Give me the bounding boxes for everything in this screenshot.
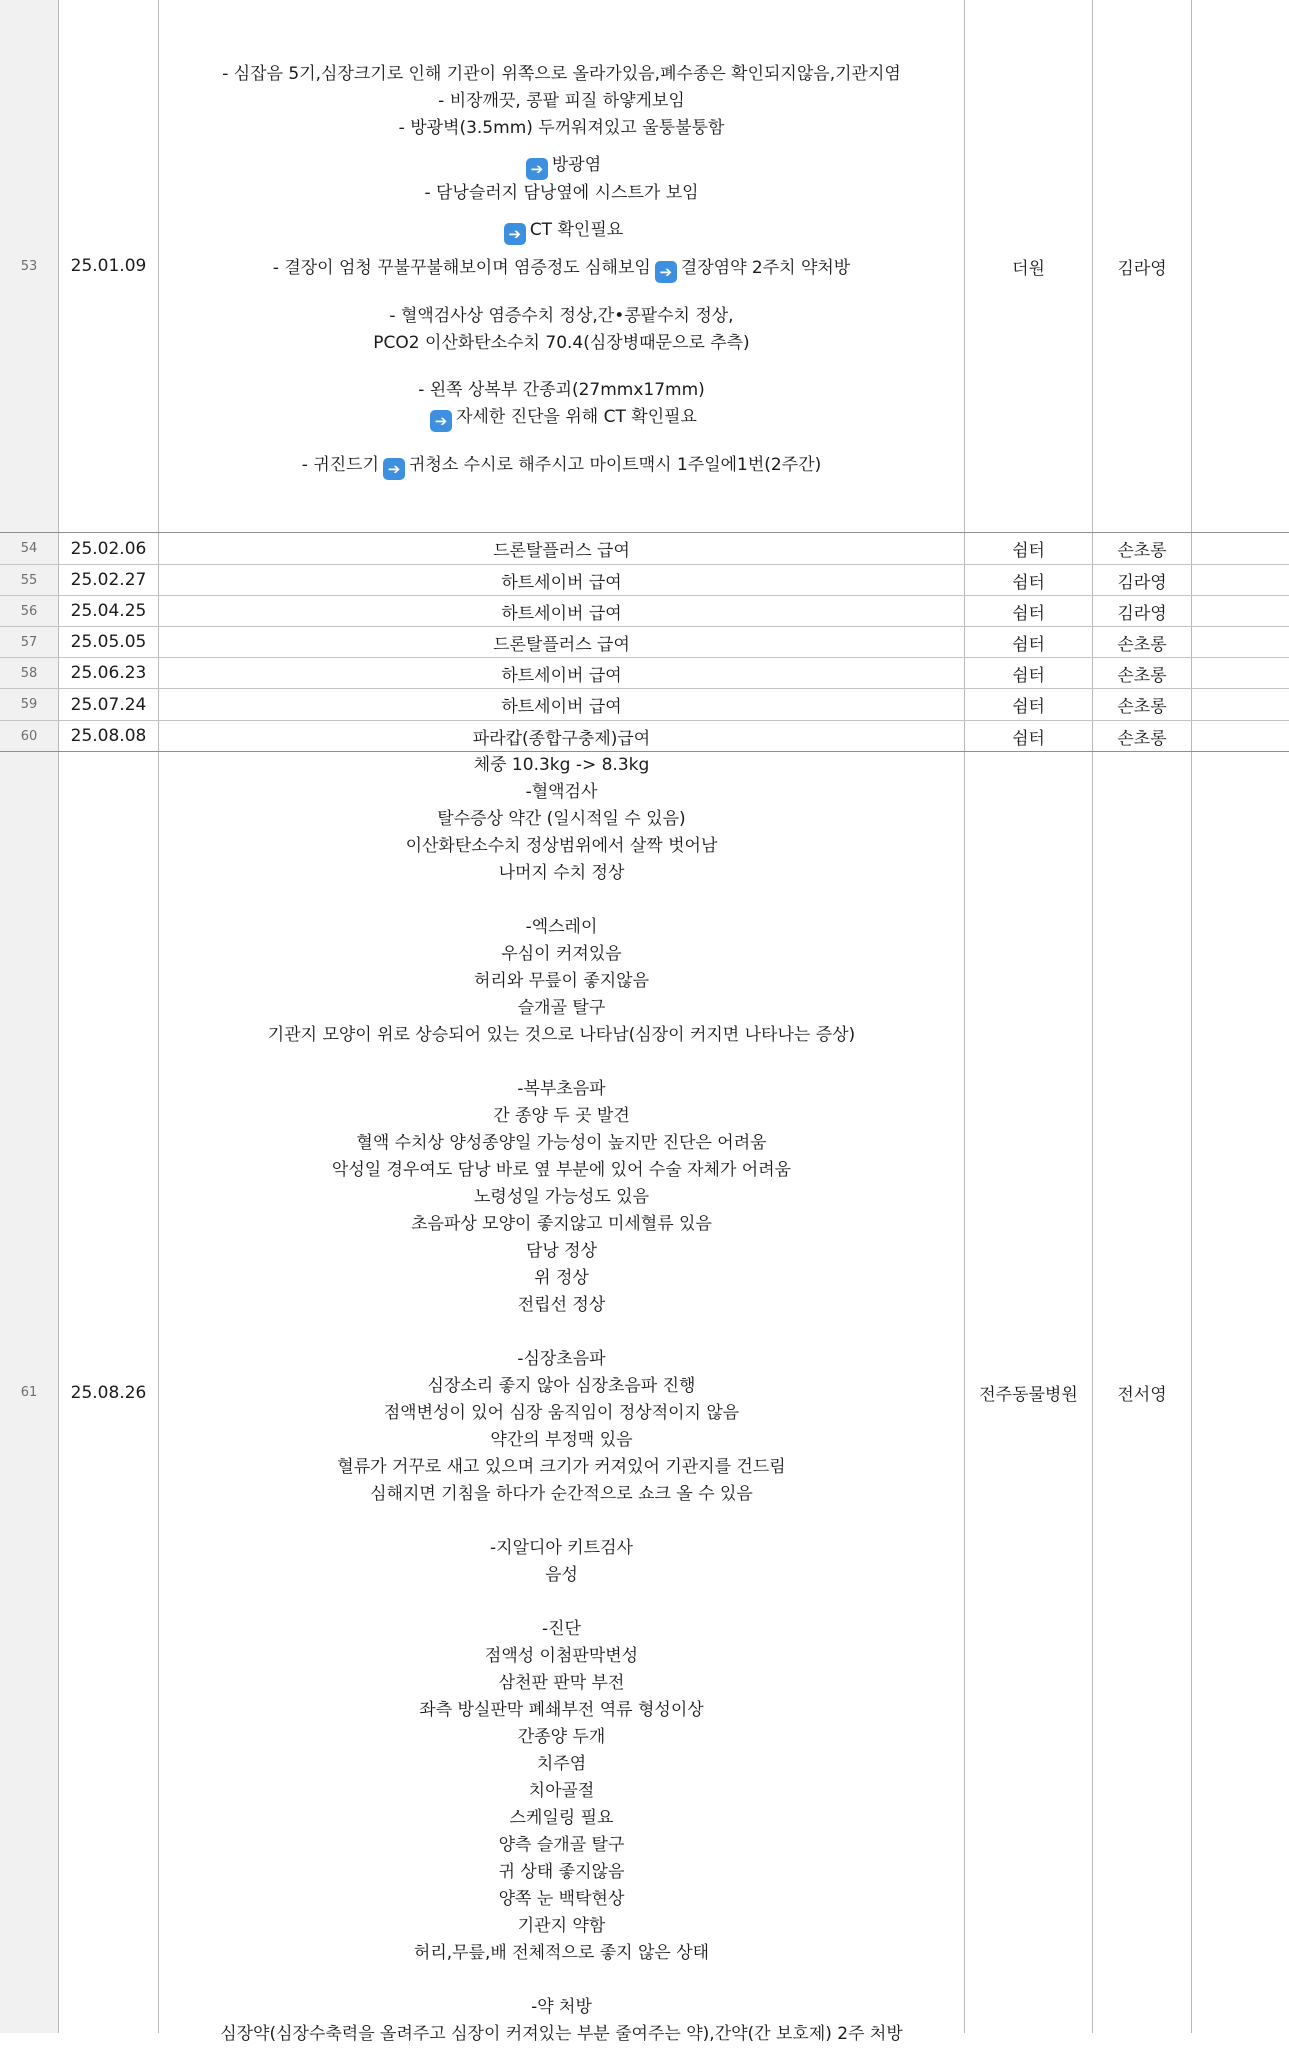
date-cell[interactable]: 25.08.26 — [70, 1382, 147, 1403]
content-line: 약간의 부정맥 있음 — [490, 1430, 633, 1450]
table-row[interactable] — [0, 0, 1289, 532]
content-line: 양측 슬개골 탈구 — [498, 1835, 625, 1855]
date-cell[interactable]: 25.01.09 — [70, 256, 147, 276]
content-line: 초음파상 모양이 좋지않고 미세혈류 있음 — [411, 1214, 712, 1234]
row-number[interactable]: 56 — [20, 603, 38, 619]
content-line: 전립선 정상 — [517, 1295, 606, 1315]
content-line: 점액변성이 있어 심장 움직임이 정상적이지 않음 — [383, 1403, 740, 1423]
content-cell[interactable]: 하트세이버 급여 — [501, 665, 622, 686]
content-line: 탈수증상 약간 (일시적일 수 있음) — [437, 809, 686, 829]
content-cell[interactable] — [159, 752, 964, 2044]
date-cell[interactable]: 25.08.08 — [70, 726, 147, 746]
table-row[interactable] — [0, 752, 1289, 2044]
date-cell[interactable]: 25.02.06 — [70, 538, 147, 559]
hospital-cell[interactable]: 전주동물병원 — [979, 1385, 1078, 1405]
table-row[interactable] — [0, 689, 1289, 720]
content-line: PCO2 이산화탄소수치 70.4(심장병때문으로 추측) — [373, 332, 750, 353]
content-line: -복부초음파 — [517, 1079, 606, 1099]
table-row[interactable] — [0, 627, 1289, 657]
content-line: - 왼쪽 상복부 간종괴(27mmx17mm) — [418, 379, 705, 400]
content-line: -지알디아 키트검사 — [490, 1538, 633, 1558]
staff-cell[interactable]: 김라영 — [1117, 572, 1167, 593]
content-line: - 혈액검사상 염증수치 정상,간•콩팥수치 정상, — [389, 305, 734, 326]
row-number[interactable]: 58 — [20, 665, 38, 681]
table-row[interactable] — [0, 533, 1289, 564]
content-line: 기관지 약함 — [517, 1916, 606, 1936]
content-line: 기관지 모양이 위로 상승되어 있는 것으로 나타남(심장이 커지면 나타나는 증상) — [267, 1025, 856, 1045]
content-line: -심장초음파 — [517, 1349, 606, 1369]
date-cell[interactable]: 25.06.23 — [70, 663, 147, 683]
row-number[interactable]: 60 — [20, 728, 38, 744]
content-line: 체중 10.3kg -> 8.3kg — [473, 755, 650, 775]
staff-cell[interactable]: 손초롱 — [1117, 728, 1167, 749]
content-line: 슬개골 탈구 — [517, 998, 606, 1018]
hospital-cell[interactable]: 쉼터 — [1012, 603, 1045, 624]
staff-cell[interactable]: 손초롱 — [1117, 665, 1167, 686]
hospital-cell[interactable]: 쉼터 — [1012, 697, 1045, 717]
content-cell[interactable]: 하트세이버 급여 — [501, 603, 622, 624]
content-line: 치주염 — [536, 1754, 587, 1774]
content-line: CT 확인필요 — [529, 219, 624, 240]
content-line: 위 정상 — [534, 1268, 589, 1288]
content-line: 심장약(심장수축력을 올려주고 심장이 커져있는 부분 줄여주는 약),간약(간 보호제) 2주 처방 — [220, 2024, 903, 2044]
content-line: - 비장깨끗, 콩팥 피질 하얗게보임 — [438, 90, 685, 111]
hospital-cell[interactable]: 쉼터 — [1012, 728, 1045, 749]
staff-cell[interactable]: 전서영 — [1117, 1385, 1167, 1405]
content-line: -진단 — [542, 1619, 581, 1639]
content-line: 자세한 진단을 위해 CT 확인필요 — [456, 406, 697, 427]
content-line: 점액성 이첨판막변성 — [484, 1646, 639, 1666]
date-cell[interactable]: 25.04.25 — [70, 601, 147, 621]
content-line: 혈류가 거꾸로 새고 있으며 크기가 커져있어 기관지를 건드림 — [337, 1457, 786, 1477]
content-line: 혈액 수치상 양성종양일 가능성이 높지만 진단은 어려움 — [356, 1133, 767, 1153]
row-number[interactable]: 57 — [20, 634, 38, 650]
content-line: -혈액검사 — [525, 782, 598, 802]
content-line: 결장염약 2주치 약처방 — [680, 257, 851, 278]
date-cell[interactable]: 25.07.24 — [70, 694, 147, 715]
right-arrow-icon: ➔ — [655, 261, 677, 283]
content-line: 귀청소 수시로 해주시고 마이트맥시 1주일에1번(2주간) — [409, 454, 822, 475]
row-number[interactable]: 61 — [20, 1385, 38, 1400]
content-line: 나머지 수치 정상 — [498, 863, 625, 883]
content-line: 치아골절 — [528, 1781, 595, 1801]
right-arrow-icon: ➔ — [383, 458, 405, 480]
content-line: 허리와 무릎이 좋지않음 — [473, 971, 649, 991]
content-line: 스케일링 필요 — [509, 1808, 614, 1828]
hospital-cell[interactable]: 쉼터 — [1012, 665, 1045, 686]
content-line: 심장소리 좋지 않아 심장초음파 진행 — [427, 1376, 696, 1396]
table-row[interactable] — [0, 596, 1289, 626]
content-line: 노령성일 가능성도 있음 — [473, 1187, 649, 1207]
content-cell[interactable]: 드론탈플러스 급여 — [493, 634, 630, 655]
content-cell[interactable] — [159, 0, 964, 532]
staff-cell[interactable]: 손초롱 — [1117, 541, 1167, 561]
content-line: 허리,무릎,배 전체적으로 좋지 않은 상태 — [413, 1943, 710, 1963]
content-line: - 심잡음 5기,심장크기로 인해 기관이 위쪽으로 올라가있음,폐수종은 확인되지않음,기관지염 — [222, 63, 901, 84]
content-line: 이산화탄소수치 정상범위에서 살짝 벗어남 — [405, 836, 718, 856]
hospital-cell[interactable]: 쉼터 — [1012, 634, 1045, 655]
staff-cell[interactable]: 김라영 — [1117, 603, 1167, 624]
row-number[interactable]: 53 — [20, 258, 38, 274]
staff-cell[interactable]: 손초롱 — [1117, 697, 1167, 717]
content-cell[interactable]: 드론탈플러스 급여 — [493, 541, 630, 561]
row-number[interactable]: 55 — [20, 572, 38, 588]
right-arrow-icon: ➔ — [526, 158, 548, 180]
content-line: 심해지면 기침을 하다가 순간적으로 쇼크 올 수 있음 — [370, 1484, 753, 1504]
staff-cell[interactable]: 김라영 — [1117, 258, 1167, 279]
content-line: 좌측 방실판막 폐쇄부전 역류 형성이상 — [419, 1700, 704, 1720]
right-arrow-icon: ➔ — [430, 410, 452, 432]
content-line: - 귀진드기 — [301, 454, 380, 475]
content-line: - 방광벽(3.5mm) 두꺼워져있고 울퉁불퉁함 — [398, 117, 725, 138]
content-line: 간종양 두개 — [517, 1727, 606, 1747]
content-line: 악성일 경우여도 담낭 바로 옆 부분에 있어 수술 자체가 어려움 — [331, 1160, 792, 1180]
date-cell[interactable]: 25.02.27 — [70, 570, 147, 590]
row-number[interactable]: 59 — [20, 697, 38, 712]
staff-cell[interactable]: 손초롱 — [1117, 634, 1167, 655]
content-cell[interactable]: 하트세이버 급여 — [501, 697, 622, 717]
date-cell[interactable]: 25.05.05 — [70, 632, 147, 652]
content-line: -약 처방 — [531, 1997, 592, 2017]
content-line: - 결장이 엄청 꾸불꾸불해보이며 염증정도 심해보임 — [272, 257, 651, 278]
content-line: 우심이 커져있음 — [501, 944, 622, 964]
content-line: 삼천판 판막 부전 — [498, 1673, 625, 1693]
content-line: 음성 — [545, 1565, 578, 1585]
table-row[interactable] — [0, 721, 1289, 751]
content-line: -엑스레이 — [525, 917, 598, 937]
content-cell[interactable]: 하트세이버 급여 — [501, 572, 622, 593]
table-row[interactable] — [0, 565, 1289, 595]
hospital-cell[interactable]: 쉼터 — [1012, 541, 1045, 561]
right-arrow-icon: ➔ — [504, 223, 526, 245]
content-line: 귀 상태 좋지않음 — [498, 1862, 625, 1882]
hospital-cell[interactable]: 더원 — [1012, 258, 1045, 279]
content-line: 양쪽 눈 백탁현상 — [498, 1889, 625, 1909]
table-row[interactable] — [0, 658, 1289, 688]
content-line: - 담낭슬러지 담낭옆에 시스트가 보임 — [424, 182, 699, 203]
row-number[interactable]: 54 — [20, 541, 38, 556]
content-line: 담낭 정상 — [525, 1241, 598, 1261]
content-line: 방광염 — [551, 154, 602, 175]
content-cell[interactable]: 파라캅(종합구충제)급여 — [472, 728, 651, 749]
content-line: 간 종양 두 곳 발견 — [493, 1106, 630, 1126]
hospital-cell[interactable]: 쉼터 — [1012, 572, 1045, 593]
